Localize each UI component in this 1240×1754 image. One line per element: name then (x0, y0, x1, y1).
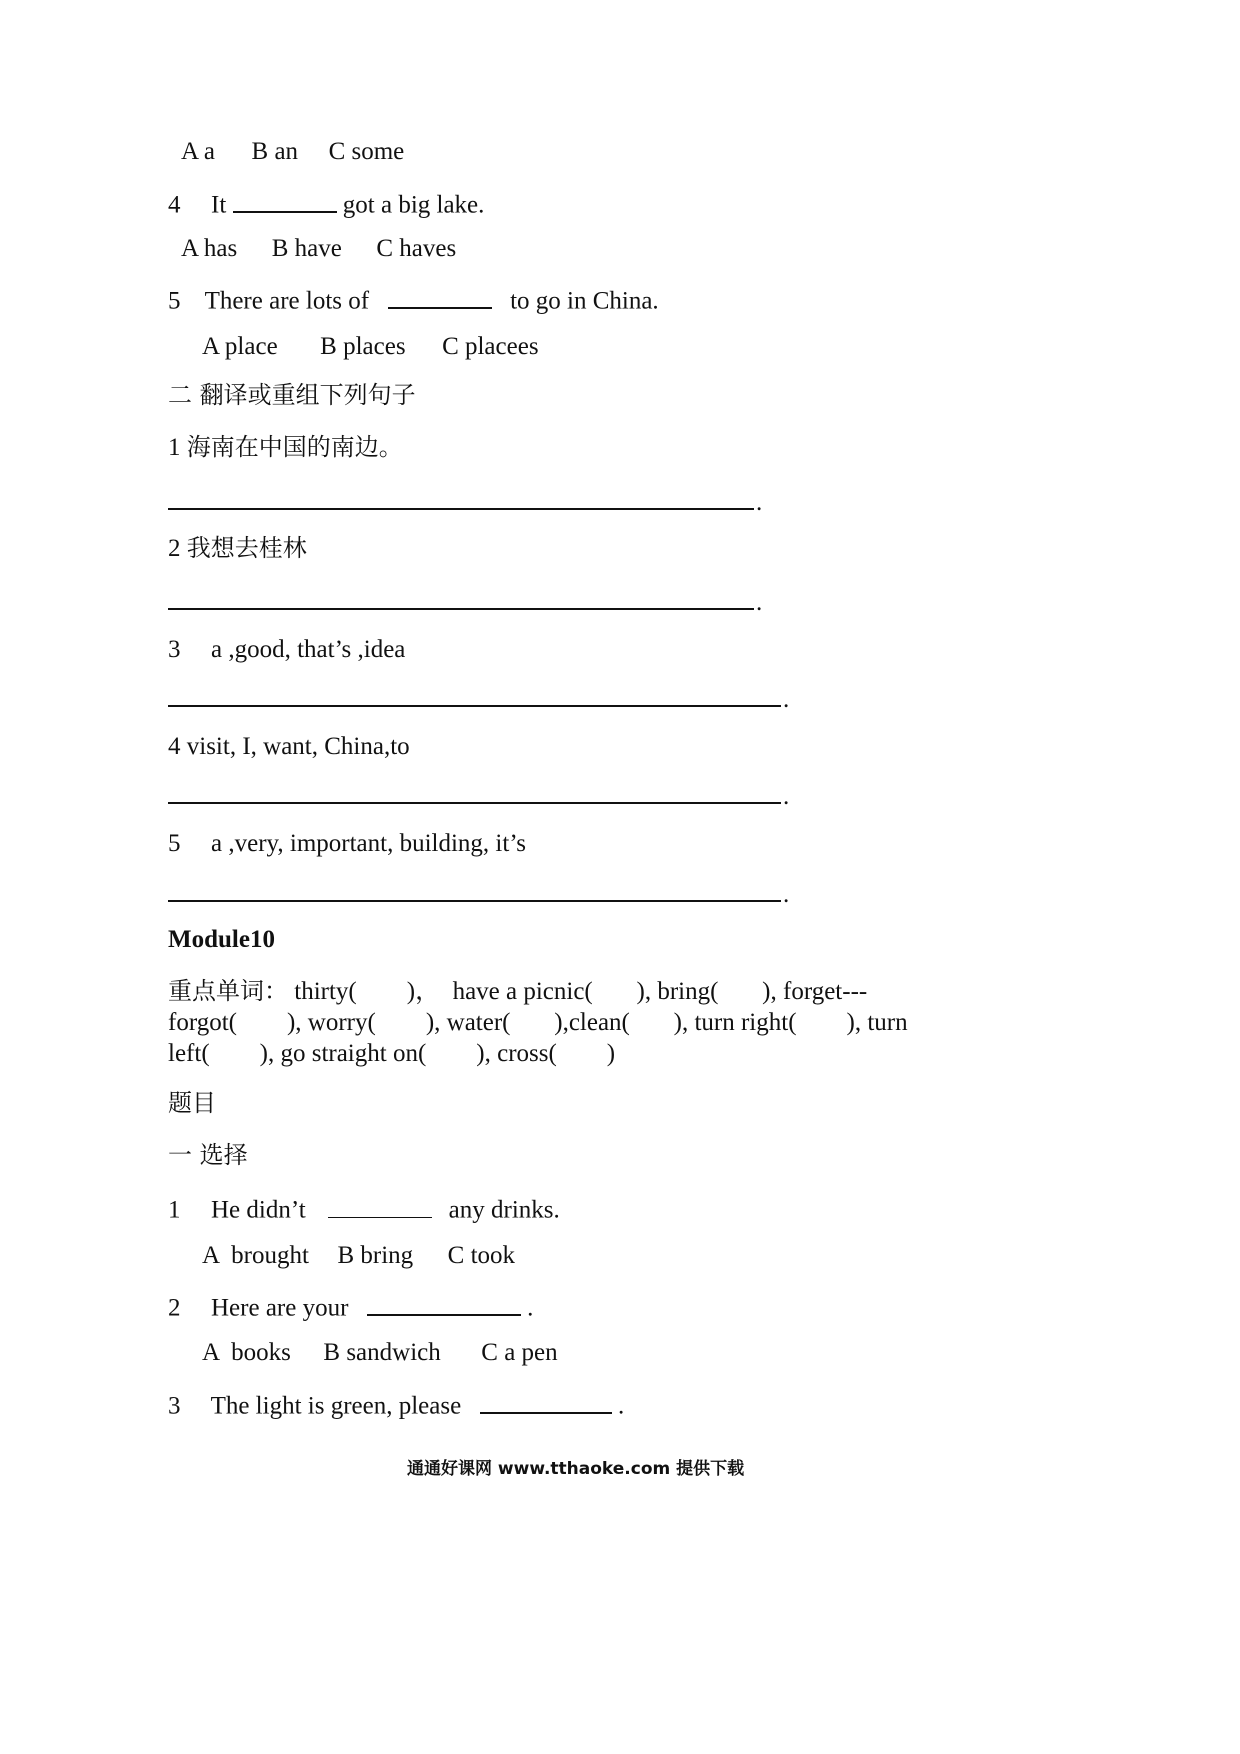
vocab-line-3: left( ), go straight on( ), cross( ) (168, 1040, 616, 1067)
item-text: visit, I, want, China,to (186, 733, 410, 760)
question-5 (168, 284, 659, 314)
translation-item-5 (168, 831, 526, 856)
module-question-2-options (202, 1340, 558, 1365)
answer-line-4[interactable] (168, 802, 781, 804)
topic-heading: 题目 (168, 1089, 216, 1117)
question-text-after: to go in China. (510, 287, 659, 315)
module-question-3 (168, 1389, 624, 1419)
option-a: A brought (202, 1242, 309, 1269)
option-a: A a (181, 138, 216, 165)
question-number: 5 (168, 287, 181, 315)
translation-item-1 (168, 435, 403, 460)
item-number: 4 (168, 733, 181, 760)
vocab-label: 重点单词： (168, 977, 288, 1005)
q4-options (181, 236, 456, 261)
option-a: A place (202, 333, 278, 360)
item-text: a ,very, important, building, it’s (211, 830, 527, 857)
answer-blank[interactable] (367, 1291, 521, 1316)
answer-line-2[interactable] (168, 608, 754, 610)
section-two-heading: 二 翻译或重组下列句子 (168, 381, 416, 409)
question-text-after: . (617, 1392, 625, 1420)
option-b: B have (271, 235, 342, 262)
translation-item-3 (168, 637, 405, 662)
vocab-line-1 (168, 979, 867, 1004)
module-question-1 (168, 1194, 560, 1223)
line-end-period: . (756, 489, 763, 516)
module-title: Module10 (168, 926, 275, 953)
question-number: 1 (168, 1196, 181, 1224)
q3-options (181, 139, 404, 164)
item-number: 1 (168, 434, 181, 461)
question-number: 4 (168, 191, 181, 219)
option-a: A books (202, 1339, 291, 1366)
answer-blank[interactable] (388, 284, 492, 309)
question-number: 3 (168, 1392, 181, 1420)
line-end-period: . (783, 686, 790, 713)
answer-line-3[interactable] (168, 705, 781, 707)
question-text-before: There are lots of (204, 287, 370, 315)
option-c: C some (328, 138, 405, 165)
q5-options (202, 334, 539, 359)
option-b: B places (320, 333, 406, 360)
item-number: 2 (168, 535, 181, 562)
question-text-after: . (527, 1294, 534, 1322)
line-end-period: . (783, 783, 790, 810)
question-text-before: It (211, 191, 227, 219)
line-end-period: . (783, 881, 790, 908)
option-a: A has (181, 235, 238, 262)
question-text-after: got a big lake. (342, 191, 485, 219)
item-text: 海南在中国的南边。 (186, 433, 403, 461)
answer-blank[interactable] (480, 1389, 612, 1414)
item-number: 5 (168, 830, 181, 857)
item-text: a ,good, that’s ,idea (211, 636, 406, 663)
item-number: 3 (168, 636, 181, 663)
question-4 (168, 188, 484, 218)
question-number: 2 (168, 1294, 181, 1322)
translation-item-2 (168, 536, 307, 561)
answer-blank[interactable] (328, 1194, 432, 1218)
option-b: B bring (337, 1242, 414, 1269)
answer-line-1[interactable] (168, 508, 754, 510)
line-end-period: . (756, 589, 763, 616)
option-b: B sandwich (323, 1339, 441, 1366)
answer-line-5[interactable] (168, 900, 781, 902)
translation-item-4 (168, 734, 410, 759)
item-text: 我想去桂林 (186, 534, 307, 562)
vocab-line-2: forgot( ), worry( ), water( ),clean( ), turn right( ), turn (168, 1009, 908, 1036)
module-question-2 (168, 1291, 533, 1321)
answer-blank[interactable] (233, 188, 337, 213)
question-text-before: He didn’t (211, 1196, 306, 1224)
question-text-before: Here are your (211, 1294, 349, 1322)
option-c: C haves (376, 235, 457, 262)
vocab-text: thirty( )， have a picnic( ), bring( ), forget--- (294, 978, 868, 1005)
choice-heading: 一 选择 (168, 1141, 248, 1169)
option-c: C a pen (481, 1339, 558, 1366)
option-b: B an (251, 138, 299, 165)
question-text-after: any drinks. (448, 1196, 560, 1224)
question-text-before: The light is green, please (210, 1392, 462, 1420)
module-question-1-options (202, 1243, 515, 1268)
option-c: C placees (442, 333, 539, 360)
option-c: C took (447, 1242, 516, 1269)
page-footer: 通通好课网 www.tthaoke.com 提供下载 (407, 1459, 745, 1479)
